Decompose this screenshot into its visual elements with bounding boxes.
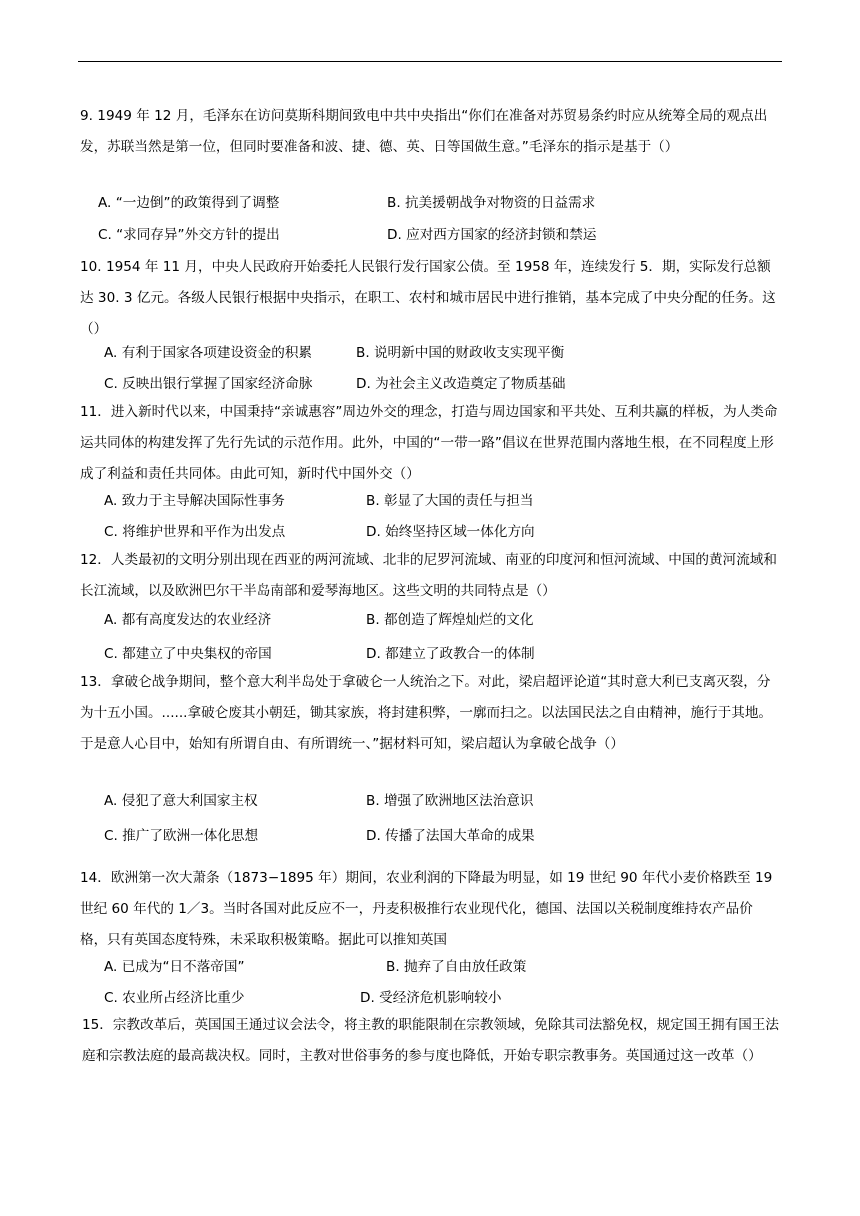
question-9-option-b: B. 抗美援朝战争对物资的日益需求 [387, 195, 596, 211]
question-11-option-a: A. 致力于主导解决国际性事务 [104, 493, 285, 509]
question-9-stem: 9. 1949 年 12 月，毛泽东在访问莫斯科期间致电中共中央指出“你们在准备对苏贸易条约时应从统筹全局的观点出发，苏联当然是第一位，但同时要准备和波、捷、德、英、日等国做生意。”毛泽东的指示是基于（） [80, 108, 768, 155]
question-14-option-a: A. 已成为“日不落帝国” [104, 959, 245, 975]
question-13-option-a: A. 侵犯了意大利国家主权 [104, 793, 258, 809]
question-14-option-d: D. 受经济危机影响较小 [360, 990, 502, 1006]
question-12-option-d: D. 都建立了政教合一的体制 [366, 646, 535, 662]
question-11-option-d: D. 始终坚持区域一体化方向 [366, 524, 535, 540]
question-9-option-d: D. 应对西方国家的经济封锁和禁运 [387, 227, 597, 243]
question-11-option-c: C. 将维护世界和平作为出发点 [104, 524, 286, 540]
question-13-option-d: D. 传播了法国大革命的成果 [366, 828, 535, 844]
question-10-option-b: B. 说明新中国的财政收支实现平衡 [356, 345, 565, 361]
question-13-stem: 13．拿破仑战争期间，整个意大利半岛处于拿破仑一人统治之下。对此，梁启超评论道“其时意大利已支离灭裂，分为十五小国。......拿破仑废其小朝廷，锄其家族，将封建积弊，一廓而扫之。以法国民法之自由精神，施行于其地。于是意人心目中，始知有所谓自由、有所谓统一、”据材料可知，梁启超认为拿破仑战争（） [80, 674, 773, 752]
question-13-option-b: B. 增强了欧洲地区法治意识 [366, 793, 534, 809]
question-12-stem: 12．人类最初的文明分别出现在西亚的两河流域、北非的尼罗河流域、南亚的印度河和恒河流域、中国的黄河流域和长江流域，以及欧洲巴尔干半岛南部和爱琴海地区。这些文明的共同特点是（） [80, 552, 777, 599]
header-rule [78, 61, 782, 62]
question-15-stem: 15．宗教改革后，英国国王通过议会法令，将主教的职能限制在宗教领域，免除其司法豁免权，规定国王拥有国王法庭和宗教法庭的最高裁决权。同时，主教对世俗事务的参与度也降低，开始专职宗教事务。英国通过这一改革（） [82, 1017, 779, 1064]
question-13-option-c: C. 推广了欧洲一体化思想 [104, 828, 259, 844]
question-12-option-b: B. 都创造了辉煌灿烂的文化 [366, 612, 534, 628]
question-12-option-c: C. 都建立了中央集权的帝国 [104, 646, 272, 662]
question-10-stem: 10. 1954 年 11 月，中央人民政府开始委托人民银行发行国家公债。至 1958 年，连续发行 5．期，实际发行总额达 30. 3 亿元。各级人民银行根据中央指示，在职工、农村和城市居民中进行推销，基本完成了中央分配的任务。这（） [80, 259, 776, 337]
question-10-option-d: D. 为社会主义改造奠定了物质基础 [356, 376, 566, 392]
question-14-stem: 14．欧洲第一次大萧条（1873−1895 年）期间，农业利润的下降最为明显，如 19 世纪 90 年代小麦价格跌至 19 世纪 60 年代的 1／3。当时各国对此反应不一，丹麦积极推行农业现代化，德国、法国以关税制度维持农产品价格，只有英国态度特殊，未采取积极策略。据此可以推知英国 [80, 870, 773, 948]
question-9-option-a: A. “一边倒”的政策得到了调整 [98, 195, 280, 211]
question-11-stem: 11．进入新时代以来，中国秉持“亲诚惠容”周边外交的理念，打造与周边国家和平共处、互利共赢的样板，为人类命运共同体的构建发挥了先行先试的示范作用。此外，中国的“一带一路”倡议在世界范围内落地生根，在不同程度上形成了利益和责任共同体。由此可知，新时代中国外交（） [80, 404, 778, 482]
question-12-option-a: A. 都有高度发达的农业经济 [104, 612, 272, 628]
question-11-option-b: B. 彰显了大国的责任与担当 [366, 493, 534, 509]
question-14-option-b: B. 抛弃了自由放任政策 [386, 959, 527, 975]
question-14-option-c: C. 农业所占经济比重少 [104, 990, 245, 1006]
question-9-option-c: C. “求同存异”外交方针的提出 [98, 227, 280, 243]
question-10-option-a: A. 有利于国家各项建设资金的积累 [104, 345, 313, 361]
question-10-option-c: C. 反映出银行掌握了国家经济命脉 [104, 376, 313, 392]
